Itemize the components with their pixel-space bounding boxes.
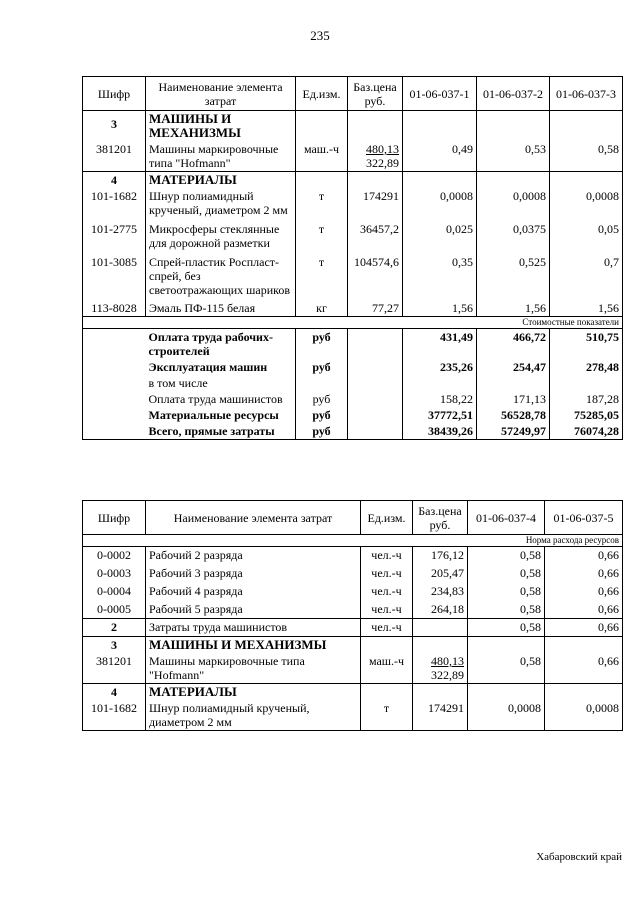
- value-cell: 0,66: [545, 653, 623, 684]
- table-row: [83, 547, 623, 565]
- value-cell: 0,66: [545, 565, 623, 583]
- code-cell: 2: [83, 619, 146, 637]
- cost-value-cell: 431,49: [403, 329, 477, 360]
- value-cell: 0,58: [468, 619, 545, 637]
- value-cell: 0,58: [468, 565, 545, 583]
- page-number: 235: [310, 28, 330, 43]
- name-cell: Эмаль ПФ-115 белая: [146, 300, 296, 317]
- name-cell: Шнур полиамидный крученый, диаметром 2 мм: [146, 700, 361, 731]
- name-cell: МАШИНЫ И МЕХАНИЗМЫ: [146, 637, 361, 654]
- table-row: [83, 565, 623, 583]
- cost-value-cell: 510,75: [550, 329, 623, 360]
- table-row: [83, 619, 623, 637]
- unit-cell: кг: [296, 300, 348, 317]
- table-row: [83, 300, 623, 317]
- table-row: [83, 141, 623, 172]
- norm-label: Норма расхода ресурсов: [83, 535, 623, 547]
- value-cell: 1,56: [550, 300, 623, 317]
- price-cell: 174291: [348, 188, 403, 221]
- cost-name-cell: Эксплуатация машин: [146, 359, 296, 375]
- value-cell: 0,66: [545, 547, 623, 565]
- cost-name-cell: Материальные ресурсы: [146, 407, 296, 423]
- value-cell: 0,66: [545, 583, 623, 601]
- header-col-5: 01-06-037-5: [545, 501, 623, 535]
- header-code: Шифр: [83, 501, 146, 535]
- value-cell: 0,0008: [468, 700, 545, 731]
- table-row: [83, 375, 623, 391]
- code-cell: 3: [83, 111, 146, 142]
- cost-name-cell: Всего, прямые затраты: [146, 423, 296, 440]
- cost-value-cell: 466,72: [477, 329, 550, 360]
- value-cell: 0,58: [468, 601, 545, 619]
- cost-value-cell: 254,47: [477, 359, 550, 375]
- header-col-2: 01-06-037-2: [477, 77, 550, 111]
- name-cell: Рабочий 4 разряда: [146, 583, 361, 601]
- unit-cell: чел.-ч: [361, 583, 413, 601]
- name-cell: Машины маркировочные типа "Hofmann": [146, 141, 296, 172]
- cost-unit-cell: руб: [296, 391, 348, 407]
- price-cell: 205,47: [413, 565, 468, 583]
- table-row: [83, 684, 623, 701]
- code-cell: 101-3085: [83, 254, 146, 300]
- price-value: 480,13: [366, 142, 399, 156]
- value-cell: 0,0375: [477, 221, 550, 254]
- value-cell: 0,05: [550, 221, 623, 254]
- unit-cell: маш.-ч: [296, 141, 348, 172]
- unit-cell: т: [296, 254, 348, 300]
- cost-name-cell: в том числе: [146, 375, 296, 391]
- code-cell: 0-0005: [83, 601, 146, 619]
- norm-label-row: [83, 535, 623, 547]
- table-row: [83, 172, 623, 189]
- unit-cell: т: [296, 188, 348, 221]
- cost-label: Стоимостные показатели: [83, 317, 623, 329]
- unit-cell: чел.-ч: [361, 565, 413, 583]
- cost-unit-cell: руб: [296, 407, 348, 423]
- value-cell: 0,0008: [545, 700, 623, 731]
- name-cell: Рабочий 5 разряда: [146, 601, 361, 619]
- cost-label-row: [83, 317, 623, 329]
- cost-value-cell: 38439,26: [403, 423, 477, 440]
- value-cell: 0,58: [468, 653, 545, 684]
- unit-cell: чел.-ч: [361, 547, 413, 565]
- name-cell: Машины маркировочные типа "Hofmann": [146, 653, 361, 684]
- header-unit: Ед.изм.: [296, 77, 348, 111]
- table-row: [83, 188, 623, 221]
- cost-value-cell: 158,22: [403, 391, 477, 407]
- price-value: 480,13: [431, 654, 464, 668]
- table-row: [83, 407, 623, 423]
- cost-value-cell: 57249,97: [477, 423, 550, 440]
- value-cell: 0,7: [550, 254, 623, 300]
- code-cell: 101-2775: [83, 221, 146, 254]
- price-value-2: 322,89: [366, 156, 399, 170]
- table-row: [83, 254, 623, 300]
- name-cell: Затраты труда машинистов: [146, 619, 361, 637]
- cost-value-cell: 75285,05: [550, 407, 623, 423]
- value-cell: 0,66: [545, 619, 623, 637]
- value-cell: 0,58: [468, 583, 545, 601]
- cost-value-cell: 37772,51: [403, 407, 477, 423]
- name-cell: Шнур полиамидный крученый, диаметром 2 мм: [146, 188, 296, 221]
- code-cell: 381201: [83, 141, 146, 172]
- cost-value-cell: 278,48: [550, 359, 623, 375]
- cost-value-cell: 56528,78: [477, 407, 550, 423]
- unit-cell: чел.-ч: [361, 619, 413, 637]
- name-cell: Рабочий 3 разряда: [146, 565, 361, 583]
- cost-value-cell: 76074,28: [550, 423, 623, 440]
- value-cell: 0,53: [477, 141, 550, 172]
- cost-value-cell: 171,13: [477, 391, 550, 407]
- value-cell: 0,58: [468, 547, 545, 565]
- table-header-row: [83, 501, 623, 535]
- cost-name-cell: Оплата труда рабочих-строителей: [146, 329, 296, 360]
- name-cell: Спрей-пластик Роспласт-спрей, без светоотражающих шариков: [146, 254, 296, 300]
- price-cell: 36457,2: [348, 221, 403, 254]
- header-name: Наименование элемента затрат: [146, 77, 296, 111]
- table-row: [83, 653, 623, 684]
- table-row: [83, 637, 623, 654]
- price-cell: [413, 619, 468, 637]
- table-row: [83, 601, 623, 619]
- price-cell: 234,83: [413, 583, 468, 601]
- price-cell: 104574,6: [348, 254, 403, 300]
- footer-region: Хабаровский край: [536, 851, 622, 863]
- name-cell: МАТЕРИАЛЫ: [146, 684, 361, 701]
- price-cell: 176,12: [413, 547, 468, 565]
- resource-table-1: [82, 76, 623, 440]
- table-row: [83, 423, 623, 440]
- value-cell: 0,49: [403, 141, 477, 172]
- table-row: [83, 111, 623, 142]
- cost-value-cell: 187,28: [550, 391, 623, 407]
- code-cell: 0-0004: [83, 583, 146, 601]
- value-cell: 0,58: [550, 141, 623, 172]
- table-row: [83, 700, 623, 731]
- name-cell: Рабочий 2 разряда: [146, 547, 361, 565]
- price-cell: 264,18: [413, 601, 468, 619]
- code-cell: 101-1682: [83, 700, 146, 731]
- name-cell: Микросферы стеклянные для дорожной разметки: [146, 221, 296, 254]
- table-row: [83, 391, 623, 407]
- table-row: [83, 359, 623, 375]
- price-cell: 174291: [413, 700, 468, 731]
- header-price: Баз.цена руб.: [413, 501, 468, 535]
- name-cell: МАТЕРИАЛЫ: [146, 172, 296, 189]
- value-cell: 1,56: [477, 300, 550, 317]
- code-cell: 101-1682: [83, 188, 146, 221]
- unit-cell: т: [296, 221, 348, 254]
- price-cell: 77,27: [348, 300, 403, 317]
- code-cell: 381201: [83, 653, 146, 684]
- table-row: [83, 329, 623, 360]
- header-col-1: 01-06-037-1: [403, 77, 477, 111]
- table-row: [83, 583, 623, 601]
- header-name: Наименование элемента затрат: [146, 501, 361, 535]
- header-col-3: 01-06-037-3: [550, 77, 623, 111]
- header-col-4: 01-06-037-4: [468, 501, 545, 535]
- header-code: Шифр: [83, 77, 146, 111]
- value-cell: 1,56: [403, 300, 477, 317]
- unit-cell: т: [361, 700, 413, 731]
- cost-unit-cell: руб: [296, 329, 348, 360]
- value-cell: 0,66: [545, 601, 623, 619]
- code-cell: 113-8028: [83, 300, 146, 317]
- code-cell: 0-0003: [83, 565, 146, 583]
- value-cell: 0,025: [403, 221, 477, 254]
- price-cell: [413, 653, 468, 684]
- code-cell: 4: [83, 172, 146, 189]
- header-price: Баз.цена руб.: [348, 77, 403, 111]
- resource-table-2: [82, 500, 623, 731]
- unit-cell: маш.-ч: [361, 653, 413, 684]
- table-row: [83, 221, 623, 254]
- table-header-row: [83, 77, 623, 111]
- value-cell: 0,0008: [403, 188, 477, 221]
- cost-unit-cell: руб: [296, 359, 348, 375]
- price-value-2: 322,89: [431, 668, 464, 682]
- price-cell: [348, 141, 403, 172]
- cost-unit-cell: руб: [296, 423, 348, 440]
- code-cell: 0-0002: [83, 547, 146, 565]
- value-cell: 0,525: [477, 254, 550, 300]
- value-cell: 0,35: [403, 254, 477, 300]
- value-cell: 0,0008: [477, 188, 550, 221]
- code-cell: 4: [83, 684, 146, 701]
- unit-cell: чел.-ч: [361, 601, 413, 619]
- header-unit: Ед.изм.: [361, 501, 413, 535]
- name-cell: МАШИНЫ И МЕХАНИЗМЫ: [146, 111, 296, 142]
- value-cell: 0,0008: [550, 188, 623, 221]
- cost-name-cell: Оплата труда машинистов: [146, 391, 296, 407]
- cost-value-cell: 235,26: [403, 359, 477, 375]
- code-cell: 3: [83, 637, 146, 654]
